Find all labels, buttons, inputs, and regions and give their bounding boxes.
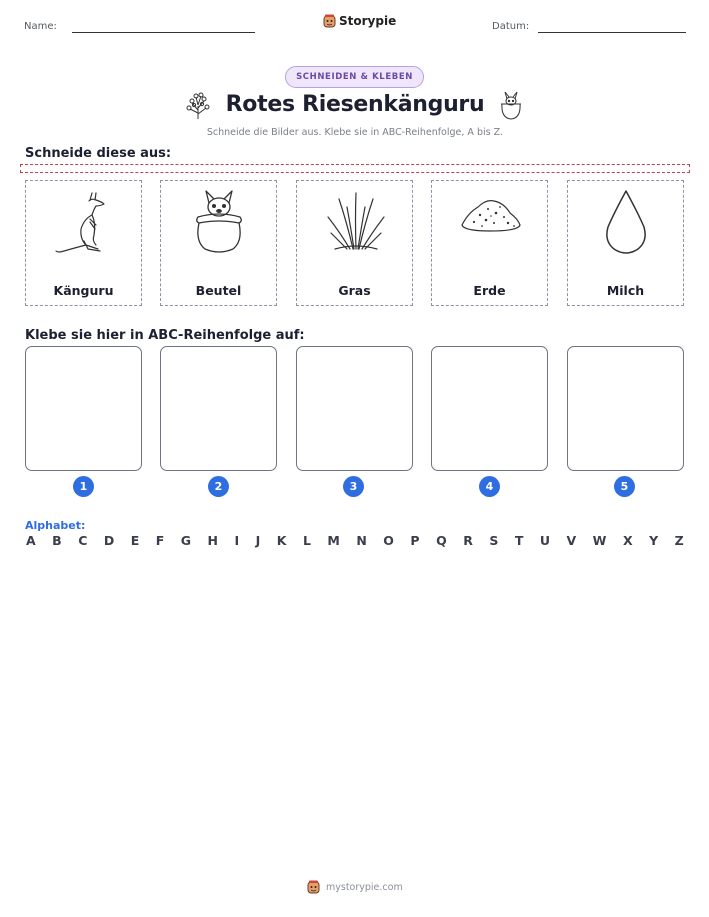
slot-number-badge: 4 [479,476,500,497]
paste-section-heading: Klebe sie hier in ABC-Reihenfolge auf: [25,328,305,343]
cut-card-milch[interactable] [567,180,684,306]
page-title: Rotes Riesenkänguru [225,92,485,117]
card-label: Erde [473,283,506,298]
card-label: Beutel [195,283,242,298]
milk-drop-icon [596,189,656,255]
kangaroo-icon [54,189,114,255]
alphabet-letter: F [155,533,165,548]
alphabet-letter: L [302,533,311,548]
alphabet-letter: Z [674,533,684,548]
name-line[interactable] [72,32,255,33]
alphabet-letter: S [489,533,499,548]
alphabet-letter: X [622,533,633,548]
slot-number-badge: 5 [614,476,635,497]
alphabet-letter: H [207,533,219,548]
brand-logo [323,14,396,28]
alphabet-letter: Y [649,533,659,548]
footer-url[interactable]: mystorypie.com [326,882,403,893]
alphabet-letter: R [463,533,473,548]
paste-slot-3[interactable] [296,346,413,471]
date-label: Datum: [492,21,530,32]
brand-name: Storypie [339,14,397,28]
soil-icon [460,189,522,255]
alphabet-letter: B [52,533,62,548]
slot-number-badge: 3 [343,476,364,497]
instructions: Schneide die Bilder aus. Klebe sie in ABC-Reihenfolge, A bis Z. [206,127,504,138]
alphabet-letter: E [130,533,140,548]
alphabet-letter: U [539,533,550,548]
paste-slot-4[interactable] [431,346,548,471]
cut-card-erde[interactable] [431,180,548,306]
activity-tag: SCHNEIDEN & KLEBEN [285,66,424,88]
alphabet-letter: M [327,533,340,548]
alphabet-letter: D [103,533,115,548]
footer-logo [307,879,320,898]
date-line[interactable] [538,32,686,33]
alphabet-letter: O [383,533,394,548]
alphabet-letter: T [514,533,524,548]
cut-card-kaenguru[interactable] [25,180,142,306]
alphabet-letter: J [255,533,261,548]
storypie-logo-icon [307,880,320,894]
cut-line [20,164,690,173]
cut-card-gras[interactable] [296,180,413,306]
card-label: Gras [338,283,371,298]
slot-number-badge: 2 [208,476,229,497]
card-label: Milch [606,283,645,298]
kangaroo-in-pouch-icon [498,91,524,121]
alphabet-letter: I [234,533,240,548]
alphabet-row [26,533,684,548]
alphabet-letter: C [78,533,88,548]
cut-card-beutel[interactable] [160,180,277,306]
alphabet-letter: K [276,533,287,548]
grass-icon [325,189,387,255]
paste-slot-5[interactable] [567,346,684,471]
slot-number-badge: 1 [73,476,94,497]
paste-slot-1[interactable] [25,346,142,471]
pouch-icon [189,189,249,255]
alphabet-letter: A [26,533,36,548]
alphabet-letter: V [566,533,577,548]
alphabet-letter: W [592,533,607,548]
storypie-logo-icon [323,14,336,28]
alphabet-letter: N [356,533,367,548]
paste-slot-2[interactable] [160,346,277,471]
cut-section-heading: Schneide diese aus: [25,146,172,161]
card-label: Känguru [53,283,114,298]
alphabet-letter: P [410,533,420,548]
alphabet-letter: G [180,533,192,548]
alphabet-label: Alphabet: [25,519,86,532]
name-label: Name: [24,21,57,32]
alphabet-letter: Q [436,533,447,548]
